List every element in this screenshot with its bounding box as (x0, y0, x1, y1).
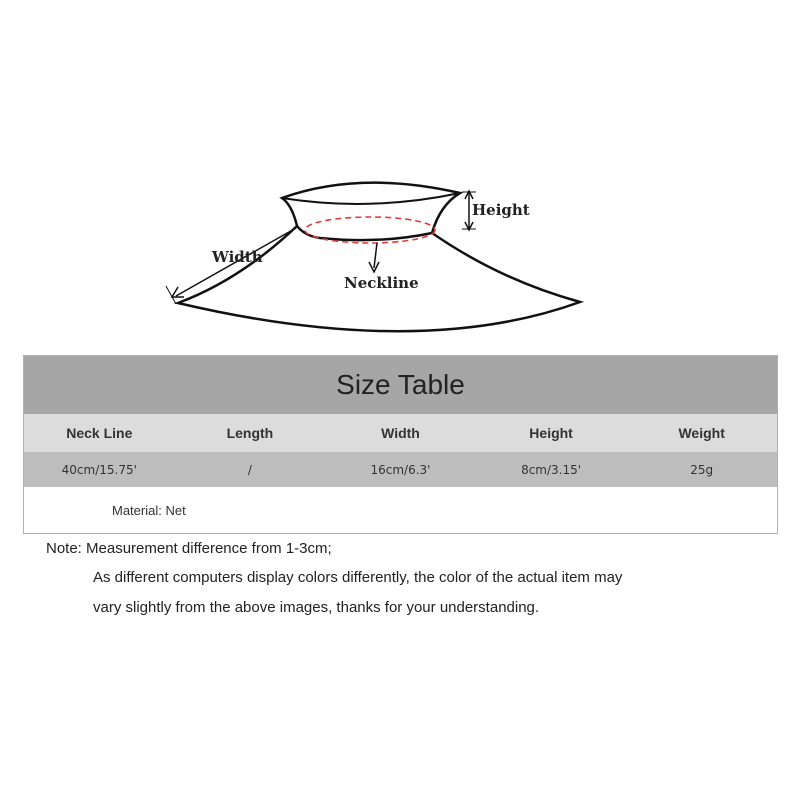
header-length: Length (226, 425, 274, 441)
material-info: Material: Net (24, 487, 777, 533)
note-line-2: As different computers display colors differently, the color of the actual item may (93, 569, 623, 586)
header-height: Height (529, 425, 573, 441)
note-line-3: vary slightly from the above images, thanks for your understanding. (93, 599, 540, 616)
value-width: 16cm/6.3' (370, 462, 431, 477)
width-label: Width (212, 248, 263, 266)
header-weight: Weight (678, 425, 725, 441)
neckline-label: Neckline (344, 274, 419, 292)
table-header-row (24, 414, 777, 452)
table-title: Size Table (24, 356, 777, 414)
note-line-1: Note: Measurement difference from 1-3cm; (46, 540, 332, 557)
value-length: / (247, 462, 252, 477)
value-height: 8cm/3.15' (521, 462, 582, 477)
product-diagram (0, 150, 800, 360)
value-weight: 25g (690, 462, 714, 477)
table-row (24, 452, 777, 487)
collar-top-rim (282, 193, 460, 204)
header-width: Width (381, 425, 420, 441)
value-neck-line: 40cm/15.75' (61, 462, 137, 477)
neckline-arrow (374, 243, 377, 268)
header-neck-line: Neck Line (66, 425, 133, 441)
height-label: Height (472, 201, 530, 219)
size-table (23, 355, 778, 534)
note-section (46, 537, 766, 623)
